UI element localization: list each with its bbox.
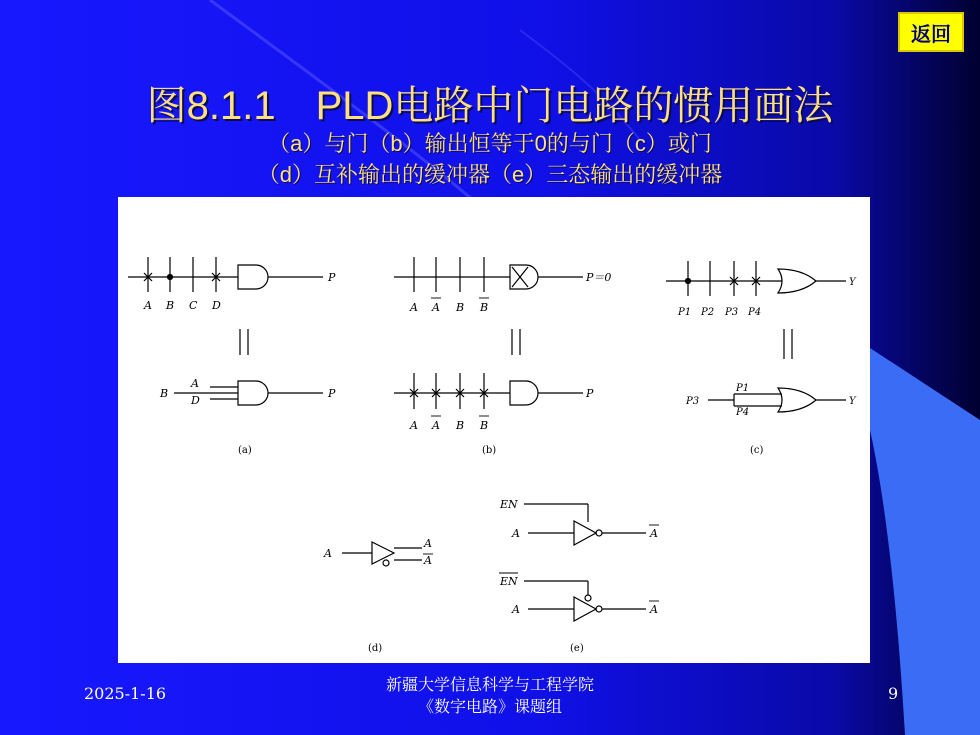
footer-org-line-2: 《数字电路》课题组 <box>417 697 562 716</box>
label-e-enable-top: EN <box>500 498 518 511</box>
back-button[interactable]: 返回 <box>898 12 964 52</box>
label-e-output-top: A <box>650 527 658 540</box>
label-b-bottom-input-1: A <box>432 419 440 432</box>
label-a-input-1: B <box>166 299 175 312</box>
label-c-input-1: P2 <box>701 307 715 318</box>
label-c-input-2: P3 <box>725 307 739 318</box>
label-c-simplified-1: P1 <box>736 383 750 394</box>
label-c-output-bottom: Y <box>849 396 856 407</box>
label-b-bottom-input-2: B <box>456 419 465 432</box>
label-b-input-2: B <box>456 301 465 314</box>
label-b-bottom-input-3: B <box>480 419 489 432</box>
caption-b: (b) <box>482 445 497 456</box>
footer-org-line-1: 新疆大学信息科学与工程学院 <box>385 675 594 694</box>
label-a-input-2: C <box>189 299 198 312</box>
label-e-output-bottom: A <box>650 603 658 616</box>
label-a-simplified-1: A <box>191 377 199 390</box>
slide-title: 图8.1.1 PLD电路中门电路的惯用画法 <box>146 84 834 128</box>
label-c-input-0: P1 <box>678 307 692 318</box>
label-e-input-bottom: A <box>512 603 520 616</box>
label-a-input-3: D <box>212 299 221 312</box>
label-b-input-1: A <box>432 301 440 314</box>
label-a-simplified-0: B <box>160 387 169 400</box>
label-c-simplified-0: P3 <box>686 396 700 407</box>
caption-e: (e) <box>570 643 584 654</box>
subtitle-line-1: （a）与门（b）输出恒等于0的与门（c）或门 <box>268 131 712 156</box>
page-number: 9 <box>888 684 899 703</box>
label-b-input-3: B <box>480 301 489 314</box>
circuit-figure <box>118 197 870 663</box>
label-a-output-bottom: P <box>328 387 336 400</box>
label-d-output-1: A <box>424 554 432 567</box>
label-e-enable-bottom: EN <box>500 575 518 588</box>
label-c-input-3: P4 <box>748 307 762 318</box>
circuit-diagram <box>118 197 870 663</box>
label-e-input-top: A <box>512 527 520 540</box>
label-d-input: A <box>324 547 332 560</box>
label-d-output-0: A <box>424 537 432 550</box>
label-a-input-0: A <box>144 299 152 312</box>
footer-date: 2025-1-16 <box>84 684 167 703</box>
label-b-bottom-input-0: A <box>410 419 418 432</box>
caption-c: (c) <box>750 445 764 456</box>
subtitle-line-2: （d）互补输出的缓冲器（e）三态输出的缓冲器 <box>257 162 723 187</box>
label-b-input-0: A <box>410 301 418 314</box>
label-a-simplified-2: D <box>191 394 200 407</box>
caption-d: (d) <box>368 643 383 654</box>
caption-a: (a) <box>238 445 252 456</box>
label-b-output-bottom: P <box>586 387 594 400</box>
label-a-output-top: P <box>328 271 336 284</box>
label-b-output-top: P＝0 <box>586 271 612 284</box>
label-c-output-top: Y <box>849 277 856 288</box>
label-c-simplified-2: P4 <box>736 407 750 418</box>
